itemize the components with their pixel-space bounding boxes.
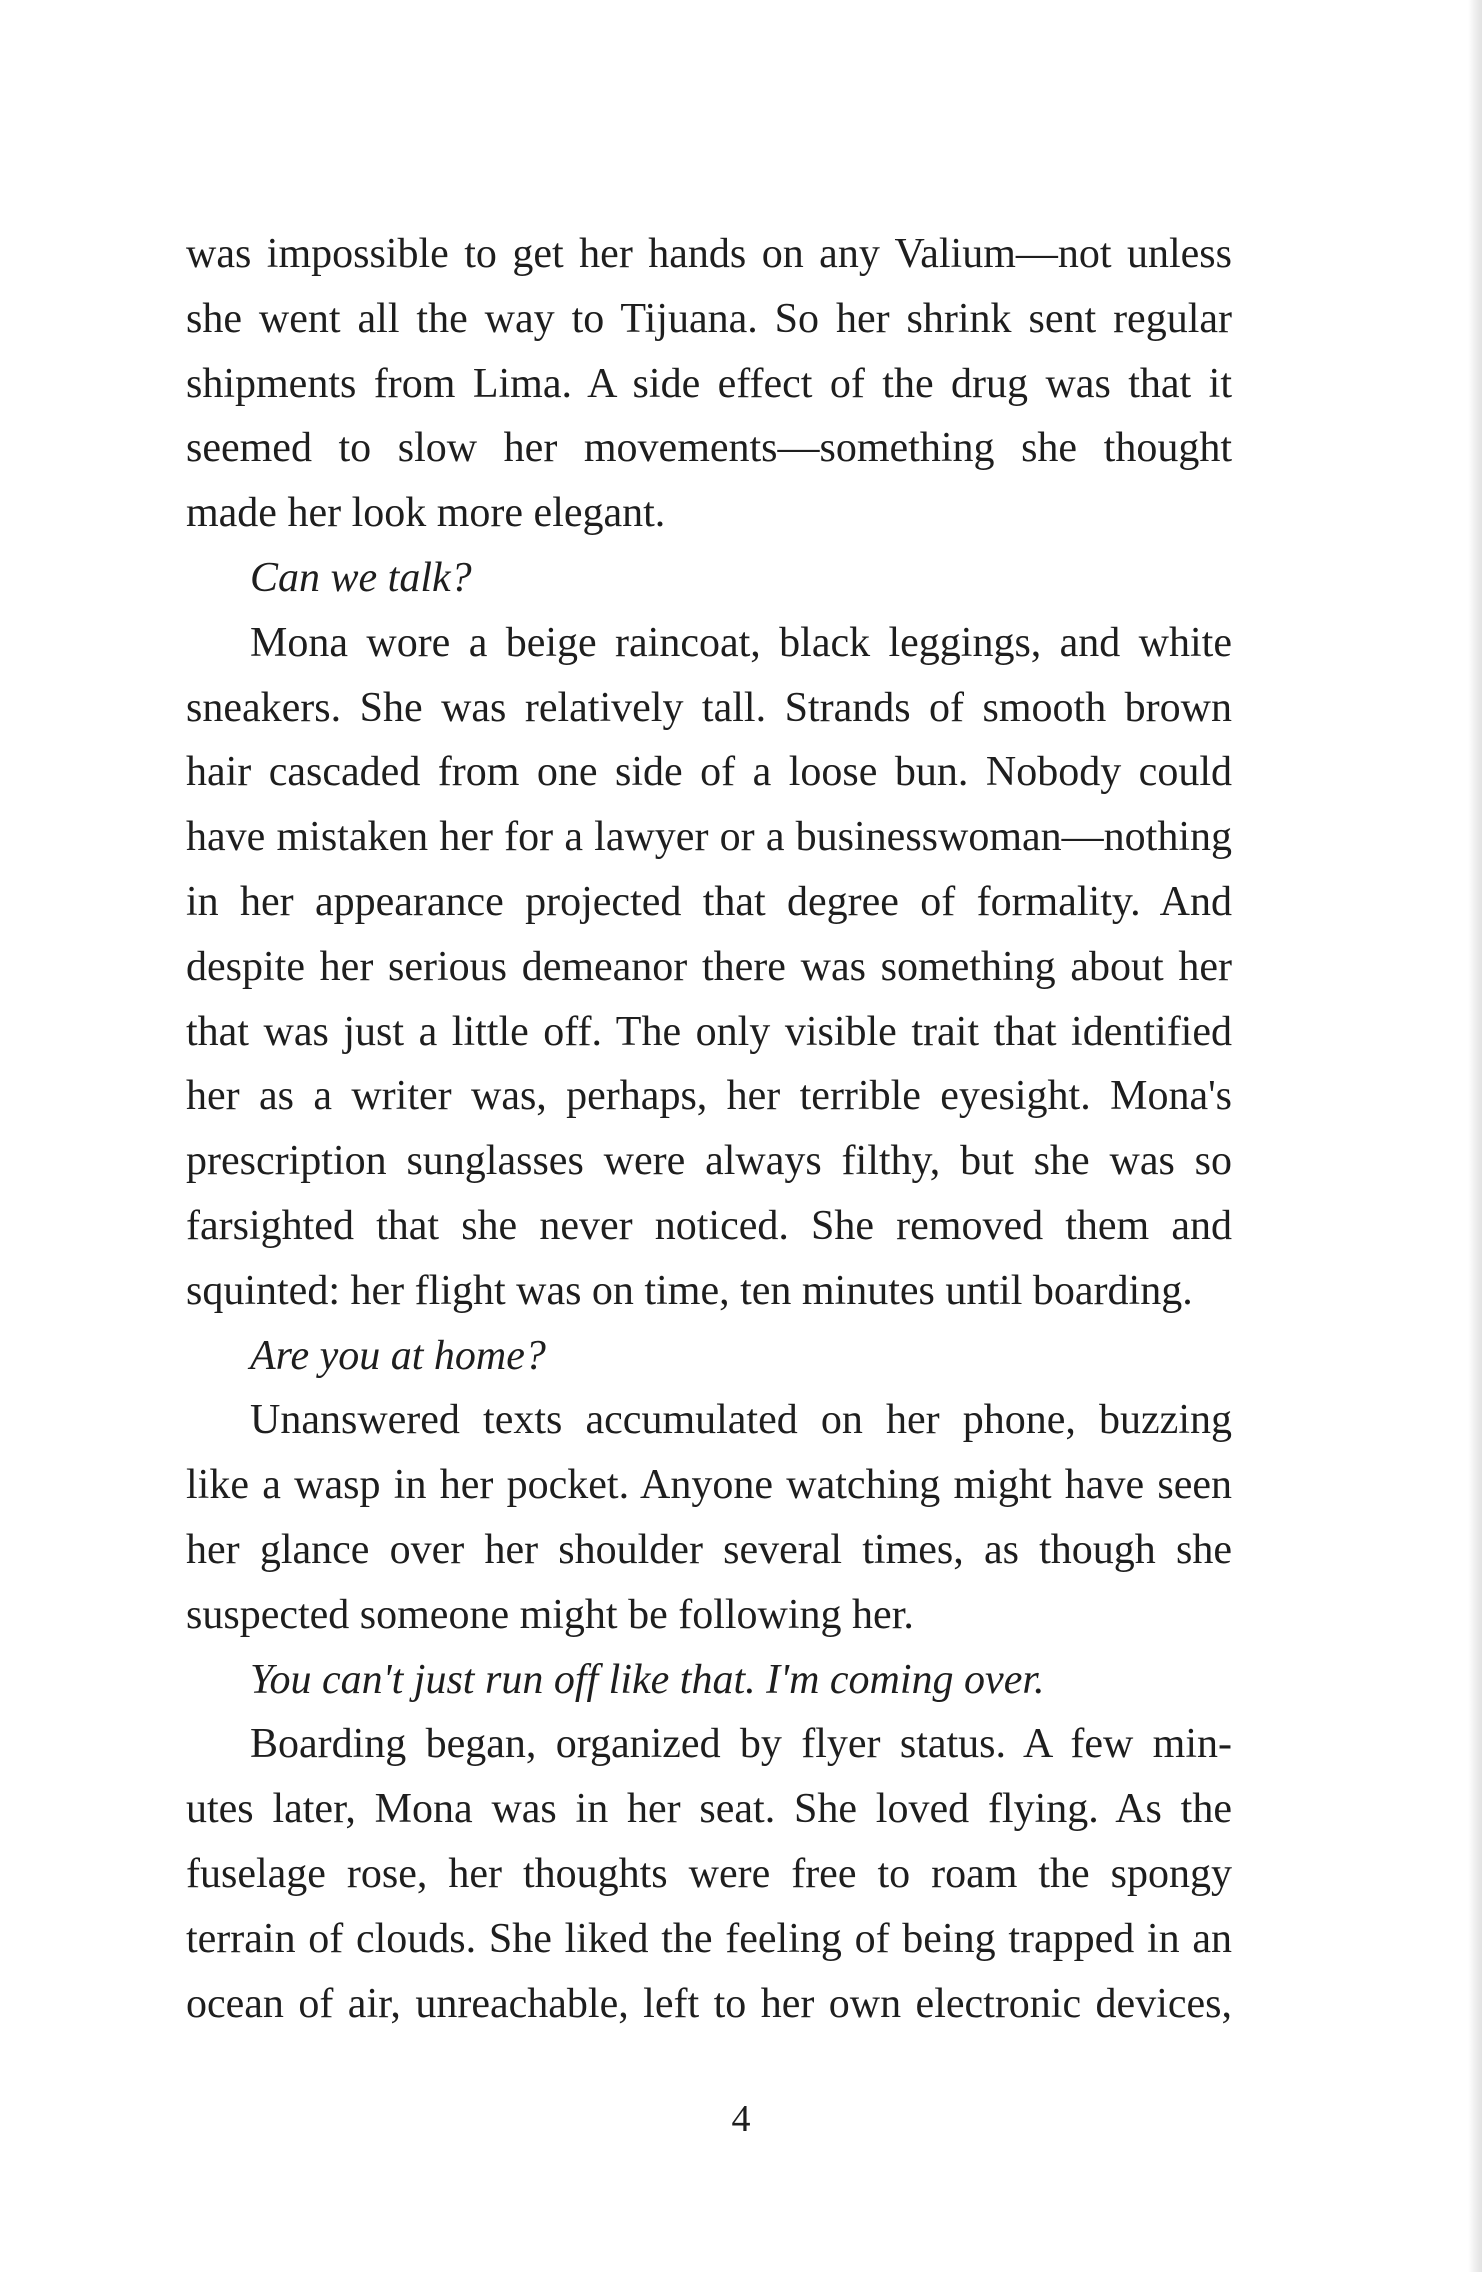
text-line: Unanswered texts accumulated on her phone, buzzing: [250, 1397, 1232, 1444]
text-line: Mona wore a beige raincoat, black leggings, and white: [250, 619, 1232, 666]
text-line: shipments from Lima. A side effect of the drug was that it: [186, 360, 1232, 407]
text-line: hair cascaded from one side of a loose bun. Nobody could: [186, 749, 1232, 796]
text-line: like a wasp in her pocket. Anyone watching might have seen: [186, 1462, 1232, 1509]
text-line: was impossible to get her hands on any Valium—not unless: [186, 231, 1232, 277]
italic-text-message: You can't just run off like that. I'm coming over.: [250, 1656, 1045, 1703]
text-line: her glance over her shoulder several times, as though she: [186, 1526, 1232, 1573]
text-line: farsighted that she never noticed. She removed them and: [186, 1202, 1232, 1249]
italic-text-message: Can we talk?: [250, 554, 472, 601]
text-line: Boarding began, organized by flyer status. A few min-: [250, 1721, 1232, 1768]
text-line: suspected someone might be following her.: [186, 1591, 914, 1638]
text-line: her as a writer was, perhaps, her terrible eyesight. Mona's: [186, 1073, 1232, 1120]
page-edge: [1468, 0, 1482, 2272]
text-line: she went all the way to Tijuana. So her shrink sent regular: [186, 295, 1232, 342]
text-line: squinted: her flight was on time, ten minutes until boarding.: [186, 1267, 1193, 1314]
page-number: 4: [731, 2098, 751, 2140]
text-line: prescription sunglasses were always filthy, but she was so: [186, 1138, 1232, 1185]
text-line: fuselage rose, her thoughts were free to roam the spongy: [186, 1850, 1232, 1897]
text-line: in her appearance projected that degree of formality. And: [186, 878, 1232, 925]
text-line: utes later, Mona was in her seat. She loved flying. As the: [186, 1786, 1232, 1833]
body-text: [186, 222, 1232, 2036]
text-line: despite her serious demeanor there was something about her: [186, 943, 1232, 990]
italic-text-message: Are you at home?: [250, 1332, 546, 1379]
text-line: made her look more elegant.: [186, 490, 666, 537]
text-line: terrain of clouds. She liked the feeling of being trapped in an: [186, 1915, 1232, 1962]
text-line: sneakers. She was relatively tall. Strands of smooth brown: [186, 684, 1232, 731]
text-line: ocean of air, unreachable, left to her own electronic devices,: [186, 1980, 1232, 2027]
text-line: that was just a little off. The only visible trait that identified: [186, 1008, 1232, 1055]
text-line: seemed to slow her movements—something she thought: [186, 425, 1232, 472]
text-line: have mistaken her for a lawyer or a businesswoman—nothing: [186, 814, 1232, 861]
